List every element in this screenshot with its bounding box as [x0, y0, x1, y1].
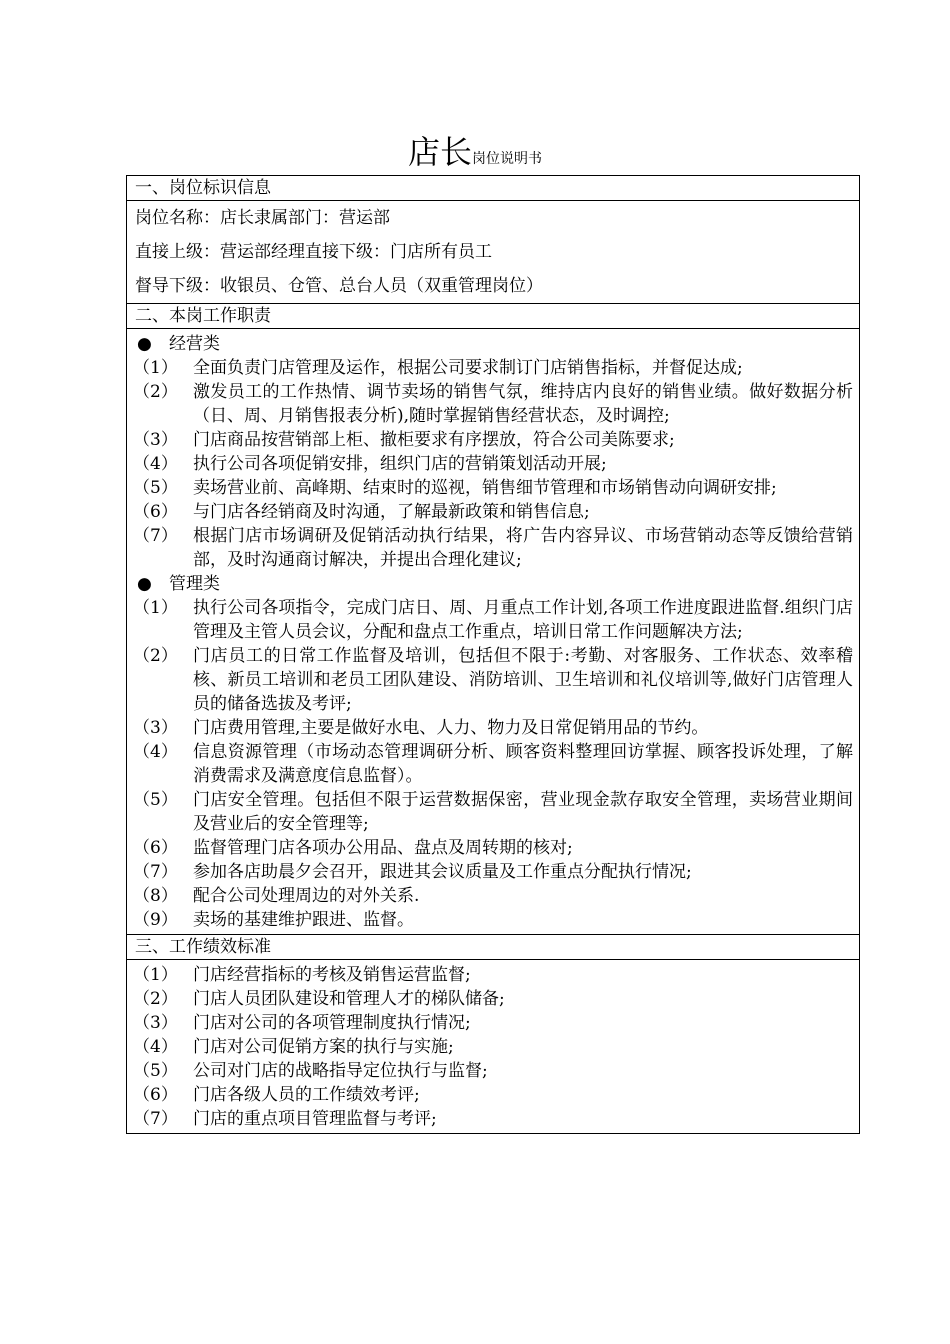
document-title — [0, 127, 950, 173]
list-item — [127, 1107, 859, 1131]
item-number: （6） — [133, 502, 178, 522]
list-item — [127, 716, 859, 740]
item-number: （8） — [133, 886, 178, 906]
item-number: （3） — [133, 1013, 178, 1033]
item-text: 门店商品按营销部上柜、撤柜要求有序摆放，符合公司美陈要求; — [193, 430, 675, 450]
list-item — [127, 476, 859, 500]
item-text: 门店员工的日常工作监督及培训，包括但不限于:考勤、对客服务、工作状态、效率稽核、新员工培训和老员工团队建设、消防培训、卫生培训和礼仪培训等,做好门店管理人员的储备选拔及考评; — [193, 646, 853, 714]
item-number: （4） — [133, 454, 178, 474]
list-item — [127, 836, 859, 860]
section-1-body — [127, 201, 859, 304]
bullet-icon: ● — [137, 334, 152, 354]
item-text: 配合公司处理周边的对外关系. — [193, 886, 420, 906]
category-operations — [127, 332, 859, 356]
list-item — [127, 1083, 859, 1107]
category-label: 管理类 — [169, 574, 220, 594]
category-label: 经营类 — [169, 334, 220, 354]
item-number: （4） — [133, 742, 178, 762]
list-item — [127, 428, 859, 452]
list-item — [127, 908, 859, 932]
list-item — [127, 740, 859, 788]
item-text: 参加各店助晨夕会召开，跟进其会议质量及工作重点分配执行情况; — [193, 862, 692, 882]
bullet-icon: ● — [137, 574, 152, 594]
list-item — [127, 452, 859, 476]
job-name-line: 岗位名称：店长隶属部门：营运部 — [135, 208, 390, 228]
list-item — [127, 380, 859, 428]
list-item — [127, 1035, 859, 1059]
item-number: （3） — [133, 430, 178, 450]
item-text: 与门店各经销商及时沟通，了解最新政策和销售信息; — [193, 502, 590, 522]
item-number: （1） — [133, 598, 178, 618]
list-item — [127, 1059, 859, 1083]
item-text: 监督管理门店各项办公用品、盘点及周转期的核对; — [193, 838, 573, 858]
title-sub: 岗位说明书 — [472, 151, 542, 167]
item-number: （2） — [133, 989, 178, 1009]
section-1-heading: 一、岗位标识信息 — [127, 176, 859, 201]
item-text: 门店各级人员的工作绩效考评; — [193, 1085, 420, 1105]
section-3-body — [127, 960, 859, 1133]
superior-line: 直接上级：营运部经理直接下级：门店所有员工 — [135, 242, 492, 262]
item-number: （4） — [133, 1037, 178, 1057]
item-text: 执行公司各项指令，完成门店日、周、月重点工作计划,各项工作进度跟进监督.组织门店管理及主管人员会议，分配和盘点工作重点，培训日常工作问题解决方法; — [193, 598, 853, 642]
section-2-heading: 二、本岗工作职责 — [127, 304, 859, 329]
item-number: （5） — [133, 478, 178, 498]
item-text: 卖场营业前、高峰期、结束时的巡视，销售细节管理和市场销售动向调研安排; — [193, 478, 777, 498]
item-text: 公司对门店的战略指导定位执行与监督; — [193, 1061, 488, 1081]
category-management — [127, 572, 859, 596]
item-text: 门店安全管理。包括但不限于运营数据保密，营业现金款存取安全管理，卖场营业期间及营业后的安全管理等; — [193, 790, 853, 834]
title-main: 店长 — [407, 133, 472, 171]
section-2-body — [127, 329, 859, 935]
list-item — [127, 644, 859, 716]
item-text: 卖场的基建维护跟进、监督。 — [193, 910, 414, 930]
item-text: 全面负责门店管理及运作，根据公司要求制订门店销售指标，并督促达成; — [193, 358, 743, 378]
item-number: （3） — [133, 718, 178, 738]
list-item — [127, 356, 859, 380]
item-number: （7） — [133, 526, 178, 546]
item-number: （7） — [133, 1109, 178, 1129]
list-item — [127, 788, 859, 836]
item-number: （6） — [133, 838, 178, 858]
item-text: 门店的重点项目管理监督与考评; — [193, 1109, 437, 1129]
item-number: （1） — [133, 358, 178, 378]
item-text: 门店对公司促销方案的执行与实施; — [193, 1037, 454, 1057]
section-3-heading: 三、工作绩效标准 — [127, 935, 859, 960]
list-item — [127, 884, 859, 908]
item-number: （5） — [133, 1061, 178, 1081]
supervised-line: 督导下级：收银员、仓管、总台人员（双重管理岗位） — [135, 276, 543, 296]
list-item — [127, 524, 859, 572]
item-number: （7） — [133, 862, 178, 882]
item-number: （6） — [133, 1085, 178, 1105]
item-number: （2） — [133, 646, 178, 666]
item-number: （5） — [133, 790, 178, 810]
item-number: （1） — [133, 965, 178, 985]
job-description-table — [126, 175, 860, 1134]
item-text: 门店对公司的各项管理制度执行情况; — [193, 1013, 471, 1033]
item-number: （2） — [133, 382, 178, 402]
list-item — [127, 987, 859, 1011]
item-text: 执行公司各项促销安排，组织门店的营销策划活动开展; — [193, 454, 607, 474]
list-item — [127, 860, 859, 884]
list-item — [127, 500, 859, 524]
item-text: 门店费用管理,主要是做好水电、人力、物力及日常促销用品的节约。 — [193, 718, 709, 738]
list-item — [127, 963, 859, 987]
item-text: 激发员工的工作热情、调节卖场的销售气氛，维持店内良好的销售业绩。做好数据分析（日、周、月销售报表分析),随时掌握销售经营状态，及时调控; — [193, 382, 853, 426]
item-text: 信息资源管理（市场动态管理调研分析、顾客资料整理回访掌握、顾客投诉处理，了解消费需求及满意度信息监督）。 — [193, 742, 853, 786]
item-text: 门店人员团队建设和管理人才的梯队储备; — [193, 989, 505, 1009]
item-number: （9） — [133, 910, 178, 930]
item-text: 根据门店市场调研及促销活动执行结果，将广告内容异议、市场营销动态等反馈给营销部，及时沟通商讨解决，并提出合理化建议; — [193, 526, 853, 570]
list-item — [127, 1011, 859, 1035]
item-text: 门店经营指标的考核及销售运营监督; — [193, 965, 471, 985]
list-item — [127, 596, 859, 644]
